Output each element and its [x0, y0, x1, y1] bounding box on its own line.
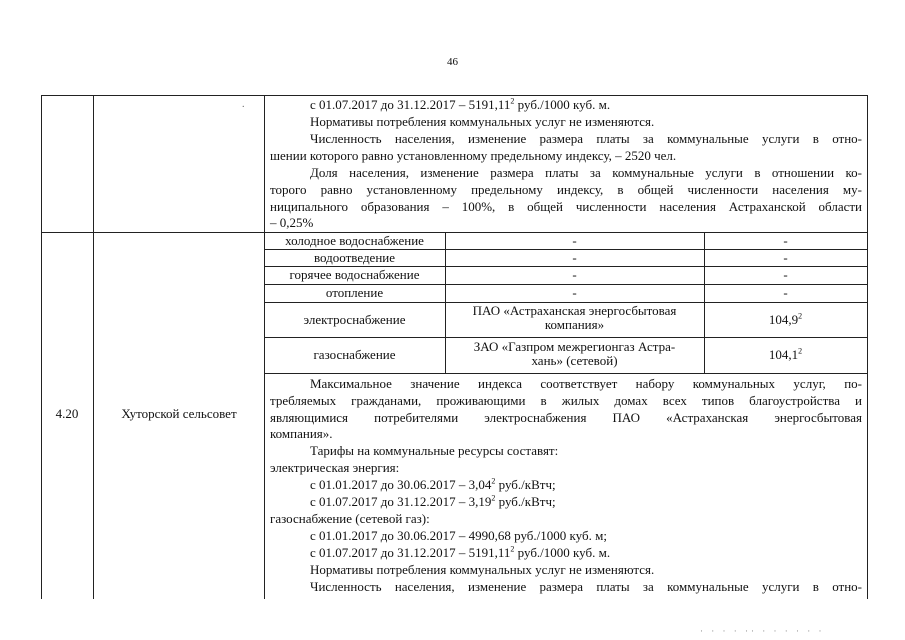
- text-line: ниципального образования – 100%, в общей численности населения Астраханской области: [270, 199, 862, 214]
- text-line: газоснабжение (сетевой газ):: [270, 511, 430, 526]
- text-line: требляемых гражданами, проживающими в жилых домах всех типов благоустройства и: [270, 393, 862, 408]
- service-index: -: [783, 267, 788, 282]
- service-provider: [445, 340, 704, 368]
- service-name: газоснабжение: [313, 347, 396, 362]
- text-line: с 01.07.2017 до 31.12.2017 – 5191,11$^2$ руб./1000 куб. м.: [310, 96, 611, 112]
- text-line: Численность населения, изменение размера платы за коммунальные услуги в отно-: [310, 579, 862, 594]
- service-index: 104,9$^2$: [768, 311, 803, 327]
- page-number: 46: [447, 56, 458, 68]
- text-line: компания».: [270, 426, 333, 441]
- service-index: -: [783, 233, 788, 248]
- service-name: отопление: [325, 285, 384, 300]
- provider-line: хань» (сетевой): [531, 353, 618, 368]
- row-divider: [41, 232, 868, 233]
- column-divider-1: [93, 95, 94, 599]
- table-right-border: [867, 95, 868, 599]
- text-line: шении которого равно установленному предельному индексу, – 2520 чел.: [270, 148, 677, 163]
- service-index: -: [783, 285, 788, 300]
- text-line: с 01.07.2017 до 31.12.2017 – 3,19$^2$ руб./кВтч;: [310, 493, 556, 509]
- municipality-name: Хуторской сельсовет: [121, 406, 237, 421]
- service-provider: [445, 304, 704, 332]
- service-index: -: [783, 250, 788, 265]
- row-number: 4.20: [55, 406, 79, 421]
- table-left-border: [41, 95, 42, 599]
- text-line: Нормативы потребления коммунальных услуг не изменяются.: [310, 114, 655, 129]
- service-name: холодное водоснабжение: [285, 233, 424, 248]
- text-line: электрическая энергия:: [270, 460, 400, 475]
- service-provider: -: [572, 267, 577, 282]
- service-name: горячее водоснабжение: [289, 267, 420, 282]
- text-line: Численность населения, изменение размера платы за коммунальные услуги в отно-: [310, 131, 862, 146]
- scan-dot: .: [242, 99, 245, 110]
- text-line: с 01.07.2017 до 31.12.2017 – 5191,11$^2$ руб./1000 куб. м.: [310, 544, 611, 560]
- text-line: – 0,25%: [270, 215, 314, 230]
- text-line: Доля населения, изменение размера платы за коммунальные услуги в отношении ко-: [310, 165, 862, 180]
- text-line: торого равно установленному предельному индексу, в общей численности населения му-: [270, 182, 862, 197]
- services-bottom-border: [264, 373, 868, 374]
- provider-line: ЗАО «Газпром межрегионгаз Астра-: [473, 339, 676, 354]
- text-line: с 01.01.2017 до 30.06.2017 – 3,04$^2$ руб./кВтч;: [310, 476, 556, 492]
- text-line: с 01.01.2017 до 30.06.2017 – 4990,68 руб./1000 куб. м;: [310, 528, 607, 543]
- service-name: водоотведение: [313, 250, 396, 265]
- text-line: Тарифы на коммунальные ресурсы составят:: [310, 443, 559, 458]
- service-index: 104,1$^2$: [768, 346, 803, 362]
- service-provider: -: [572, 285, 577, 300]
- text-line: Максимальное значение индекса соответствует набору коммунальных услуг, по-: [310, 376, 862, 391]
- service-name: электроснабжение: [303, 312, 406, 327]
- services-row-divider: [264, 337, 868, 338]
- text-line: Нормативы потребления коммунальных услуг не изменяются.: [310, 562, 655, 577]
- service-provider: -: [572, 250, 577, 265]
- scan-artifacts: · · · · ·· · · · · · ·: [700, 626, 825, 636]
- provider-line: ПАО «Астраханская энергосбытовая: [472, 303, 677, 318]
- provider-line: компания»: [544, 317, 605, 332]
- text-line: являющимися потребителями электроснабжения ПАО «Астраханская энергосбытовая: [270, 410, 862, 425]
- column-divider-2: [264, 95, 265, 599]
- service-provider: -: [572, 233, 577, 248]
- table-top-border: [41, 95, 868, 96]
